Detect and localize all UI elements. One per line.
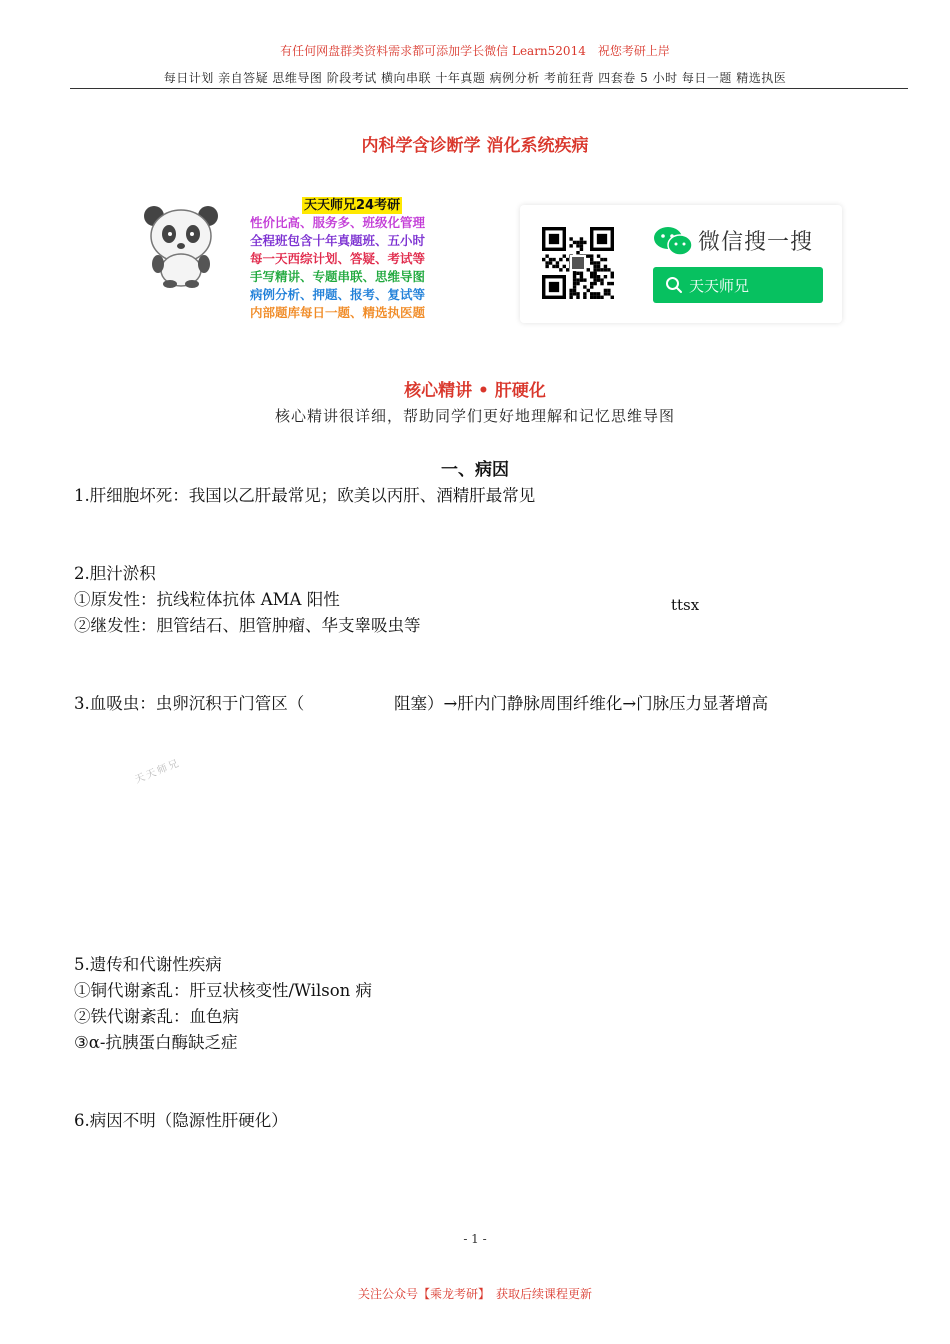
section-subtitle: 核心精讲很详细，帮助同学们更好地理解和记忆思维导图 (274, 407, 675, 425)
panda-mascot-icon (136, 200, 226, 288)
promo-line: 病例分析、押题、报考、复试等 (250, 287, 426, 302)
bottom-notice: 关注公众号【乘龙考研】 获取后续课程更新 (357, 1287, 592, 1301)
document-title: 内科学含诊断学 消化系统疾病 (361, 136, 589, 156)
cause-5-iron: ②铁代谢紊乱：血色病 (74, 1007, 239, 1026)
top-nav-strip: 每日计划 亲自答疑 思维导图 阶段考试 横向串联 十年真题 病例分析 考前狂背 四套卷 5 小时 每日一题 精选执医 (163, 71, 787, 85)
qr-code-icon (542, 227, 614, 299)
search-icon (665, 276, 683, 294)
cause-2-secondary: ②继发性：胆管结石、胆管肿瘤、华支睾吸虫等 (74, 616, 421, 635)
ttsx-mark: ttsx (671, 596, 700, 614)
promo-text-block (250, 194, 510, 322)
section-title: 核心精讲 • 肝硬化 (404, 381, 546, 401)
promo-line: 全程班包含十年真题班、五小时 (250, 233, 426, 248)
cause-3-left: 3.血吸虫：虫卵沉积于门管区（ (74, 694, 305, 713)
promo-line: 性价比高、服务多、班级化管理 (250, 215, 426, 230)
cause-3-right: 阻塞）→肝内门静脉周围纤维化→门脉压力显著增高 (394, 694, 769, 713)
cause-1: 1.肝细胞坏死：我国以乙肝最常见；欧美以丙肝、酒精肝最常见 (74, 486, 536, 505)
watermark: 天天师兄 (133, 757, 183, 786)
wechat-search-card (520, 205, 842, 323)
cause-5-title: 5.遗传和代谢性疾病 (74, 955, 222, 974)
cause-6: 6.病因不明（隐源性肝硬化） (74, 1111, 288, 1130)
cause-2-primary: ①原发性：抗线粒体抗体 AMA 阳性 (74, 590, 340, 609)
heading-etiology: 一、病因 (441, 460, 509, 480)
wechat-search-button[interactable] (653, 267, 823, 303)
header-divider (70, 88, 908, 89)
promo-line: 每一天西综计划、答疑、考试等 (250, 251, 426, 266)
promo-line: 手写精讲、专题串联、思维导图 (250, 269, 426, 284)
search-keyword: 天天师兄 (689, 277, 750, 295)
page-number: - 1 - (463, 1232, 487, 1246)
top-notice: 有任何网盘群类资料需求都可添加学长微信 Learn52014 祝您考研上岸 (280, 44, 670, 58)
cause-2-title: 2.胆汁淤积 (74, 564, 156, 583)
wechat-search-label: 微信搜一搜 (698, 230, 814, 255)
cause-5-copper: ①铜代谢紊乱：肝豆状核变性/Wilson 病 (74, 981, 373, 1000)
wechat-logo-icon (653, 225, 693, 257)
cause-5-antitrypsin: ③α-抗胰蛋白酶缺乏症 (74, 1033, 238, 1052)
promo-headline: 天天师兄24考研 (304, 198, 401, 213)
promo-line: 内部题库每日一题、精选执医题 (250, 305, 426, 320)
